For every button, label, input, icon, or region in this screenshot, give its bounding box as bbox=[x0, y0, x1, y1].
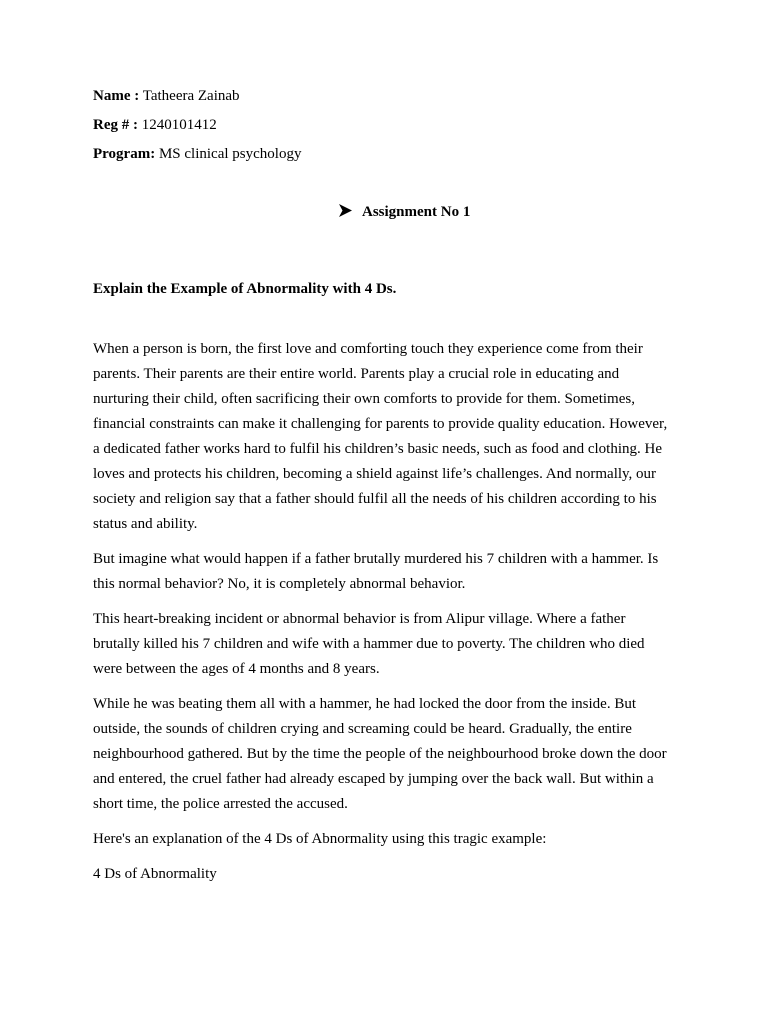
program-label: Program: bbox=[93, 146, 156, 162]
program-line bbox=[93, 145, 301, 163]
program-value: MS clinical psychology bbox=[158, 146, 302, 162]
paragraph: This heart-breaking incident or abnormal behavior is from Alipur village. Where a father brutally killed his 7 children and wife with a hammer due to poverty. The children who died were between the ages of 4 months and 8 years. bbox=[93, 611, 645, 677]
question-heading: Explain the Example of Abnormality with 4 Ds. bbox=[93, 281, 397, 297]
paragraph: While he was beating them all with a hammer, he had locked the door from the inside. But outside, the sounds of children crying and screaming could be heard. Gradually, the entire neighbourhood gathered. But by the time the people of the neighbourhood broke down the door and entered, the cruel father had already escaped by jumping over the back wall. But within a short time, the police arrested the accused. bbox=[93, 696, 667, 812]
paragraph: 4 Ds of Abnormality bbox=[93, 866, 217, 882]
reg-label: Reg # : bbox=[93, 117, 138, 133]
reg-line bbox=[93, 116, 217, 134]
arrowhead-bullet-icon bbox=[339, 204, 352, 217]
paragraph: When a person is born, the first love and comforting touch they experience come from their parents. Their parents are their entire world. Parents play a crucial role in educating and nurturing their child, often sacrificing their own comforts to provide for them. Sometimes, financial constraints can make it challenging for parents to provide quality education. However, a dedicated father works hard to fulfil his children’s basic needs, such as food and clothing. He loves and protects his children, becoming a shield against life’s challenges. And normally, our society and religion say that a father should fulfil all the needs of his children according to his status and ability. bbox=[93, 341, 668, 532]
assignment-title: Assignment No 1 bbox=[362, 204, 471, 220]
assignment-heading bbox=[339, 203, 470, 221]
reg-value: 1240101412 bbox=[141, 117, 217, 133]
paragraph: Here's an explanation of the 4 Ds of Abnormality using this tragic example: bbox=[93, 831, 547, 847]
body-text bbox=[93, 337, 673, 897]
name-label: Name : bbox=[93, 88, 140, 104]
paragraph: But imagine what would happen if a father brutally murdered his 7 children with a hammer. Is this normal behavior? No, it is completely abnormal behavior. bbox=[93, 551, 659, 592]
name-value: Tatheera Zainab bbox=[142, 88, 240, 104]
name-line bbox=[93, 87, 240, 105]
